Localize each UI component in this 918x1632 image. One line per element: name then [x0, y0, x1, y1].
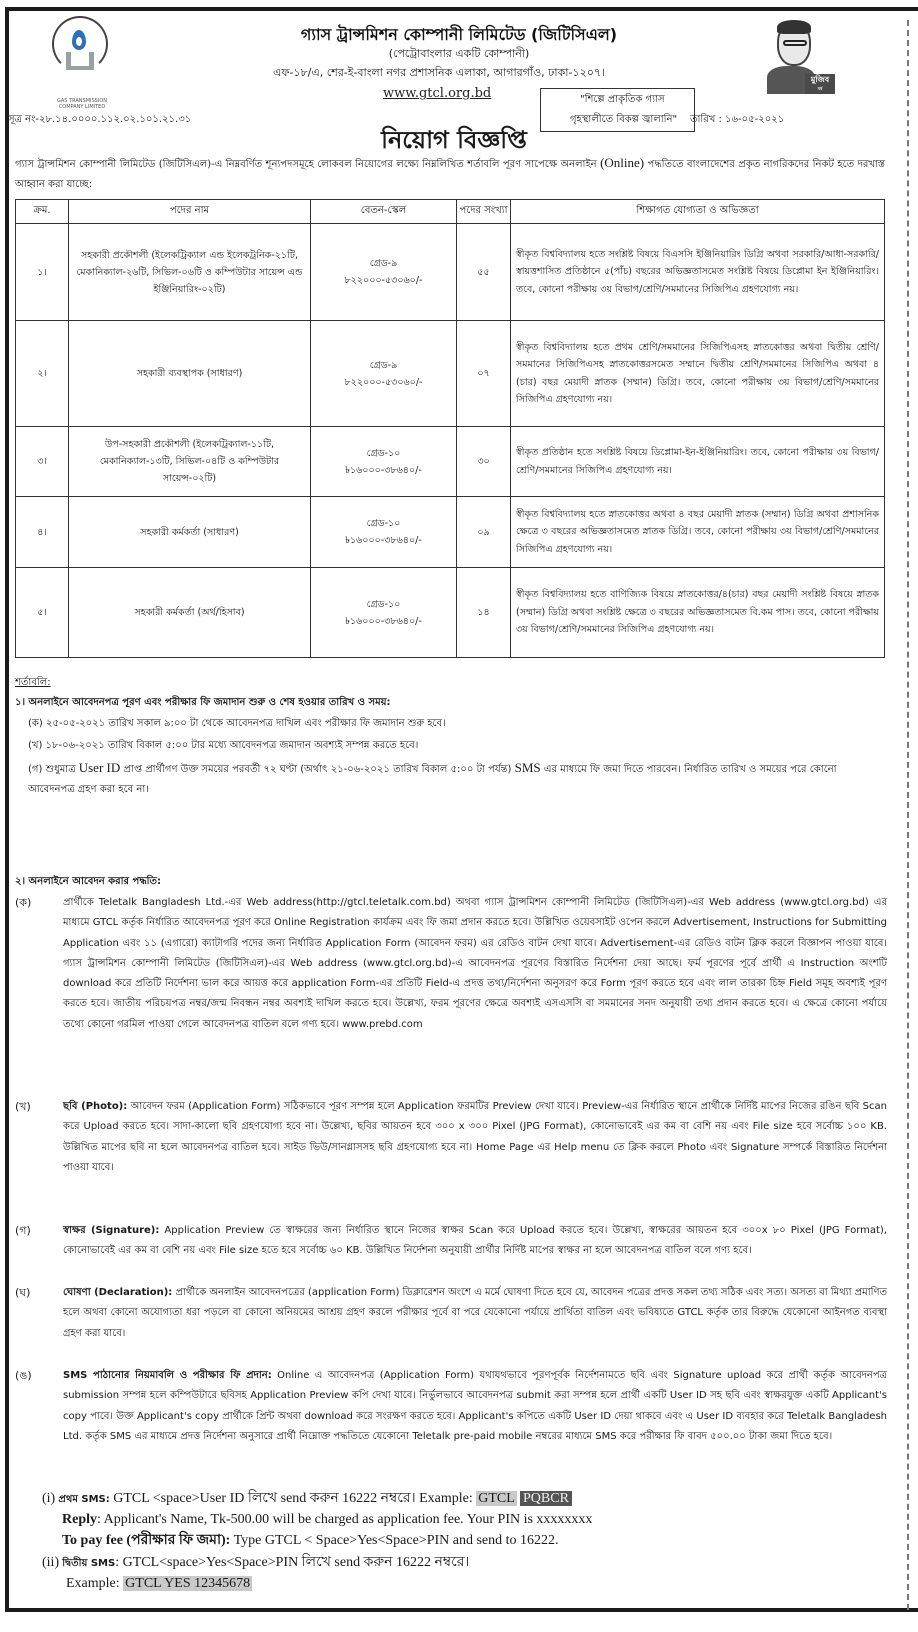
section-2-item-ka: (ক) প্রার্থীকে Teletalk Bangladesh Ltd.-এর Web address(http://gtcl.teletalk.com.bd) অথবা গ্যাস ট্রান্সমিশন কোম্পানী লিমিটেড (জিটিসিএল)-এর Web address (www.gtcl.org.bd) এর মাধ্যমে GTCL কর্তৃক নির্ধারিত আবেদনপত্র পূরণ করে Online Registration কার্যক্রম এবং ফি জমা প্রদান করতে হবে। উল্লিখিত ওয়েবসাইট ওপেন করলে Advertisement, Instructions for Submitting Application এবং ১১ (এগারো) ক্যাটাগরি পদের জন্য নির্ধারিত Application Form (আবেদন ফরম) এর রেডিও বাটন দেখা যাবে। Advertisement-এর রেডিও বাটন ক্লিক করলে বিজ্ঞাপন পাওয়া যাবে। গ্যাস ট্রান্সমিশন কোম্পানী লিমিটেড (জিটিসিএল)-এর Web address (www.gtcl.org.bd)-এ আবেদনপত্র পূরণের বিস্তারিত নির্দেশনা দেয়া আছে। ফর্ম পূরণের পূর্বে প্রার্থী এ Instruction অংশটি download করে প্রতিটি নির্দেশনা ভাল করে আয়ত্ত করে application Form-এর প্রতিটি Field-এ প্রদত্ত তথ্য/নির্দেশনা অনুসরণ করে Form পূরণ করতে হবে এবং লাল তারকা চিহ্ন Field সমূহ অবশ্যই পূরণ করতে হবে। জাতীয় পরিচয়পত্র নম্বর/জন্ম নিবন্ধন নম্বর অবশ্যই দাখিল করতে হবে। উল্লেখ্য, ফরম পূরণের ক্ষেত্রে অবশ্যই এসএসসি বা সমমানের সনদ অনুযায়ী তথ্য প্রদান করতে হবে। এ ক্ষেত্রে কোনো পর্যায়ে তথ্যে কোনো গরমিল পাওয়া গেলে আবেদনপত্র বাতিল বলে গণ্য হবে। www.prebd.com — [15, 896, 887, 1030]
sms-second-example: Example: GTCL YES 12345678 — [66, 1576, 251, 1591]
example-code-userid: PQBCR — [520, 1491, 572, 1506]
section-1-item-kha: (খ) ১৮-০৬-২০২১ তারিখ বিকাল ৫:০০ টার মধ্যে আবেদনপত্র জমাদান অবশ্যই সম্পন্ন করতে হবে। — [28, 740, 419, 751]
logo-caption: GAS TRANSMISSION COMPANY LIMITED — [56, 98, 107, 110]
sms-reply-text: Reply: Applicant's Name, Tk-500.00 will be charged as application fee. Your PIN is xxxxxxxx — [62, 1512, 593, 1527]
pay-scale-cell: গ্রেড-১০ ৳১৬০০০-৩৮৬৪০/- — [311, 427, 457, 497]
mujib-portrait — [755, 18, 833, 96]
post-name-cell: উপ-সহকারী প্রকৌশলী (ইলেকট্রিক্যাল-১১টি, মেকানিক্যাল-১৩টি, সিভিল-০৪টি ও কম্পিউটার সায়েন্স-০২টি) — [69, 427, 311, 497]
example-code-gtcl: GTCL — [478, 1491, 515, 1506]
pay-scale-cell: গ্রেড-৯ ৮২২০০০-৫৩০৬০/- — [311, 321, 457, 427]
post-count-cell: ১৪ — [457, 568, 511, 658]
post-count-cell: ০৭ — [457, 321, 511, 427]
col-serial: ক্রম. — [16, 200, 69, 224]
section-2-title: ২। অনলাইনে আবেদন করার পদ্ধতি: — [15, 876, 162, 887]
post-count-cell: ৩০ — [457, 427, 511, 497]
reference-number: সূত্র নং-২৮.১৪.০০০০.১১২.০২.১০১.২১.৩১ — [8, 114, 192, 125]
col-pay-scale: বেতন-স্কেল — [311, 200, 457, 224]
qualification-cell: স্বীকৃত প্রতিষ্ঠান হতে সংশ্লিষ্ট বিষয়ে ডিপ্লোমা-ইন-ইঞ্জিনিয়ারিং। তবে, কোনো পরীক্ষায় ৩য় বিভাগ/শ্রেণি/সমমানের সিজিপিএ গ্রহণযোগ্য নয়। — [511, 427, 885, 497]
mujib-year-badge: মুজিব বর্ষ — [805, 74, 835, 94]
pay-scale-cell: গ্রেড-৯ ৮২২০০০-৫৩০৬০/- — [311, 224, 457, 321]
section-2-item-umo: (ঙ) SMS পাঠানোর নিয়মাবলি ও পরীক্ষার ফি প্রদান: Online এ আবেদনপত্র (Application Form) যথাযথভাবে পূরণপূর্বক নির্দেশনামতে ছবি এবং Signature upload করে প্রার্থী কর্তৃক আবেদনপত্র submission সম্পন্ন হলে কম্পিউটারে ছবিসহ Application Preview কপি দেখা যাবে। নির্ভুলভাবে আবেদনপত্র submit করা সম্পন্ন হলে প্রার্থী একটি User ID সহ ছবি এবং স্বাক্ষরযুক্ত একটি Applicant's copy পাবে। উক্ত Applicant's copy প্রার্থীকে প্রিন্ট অথবা download করে সংরক্ষণ করতে হবে। Applicant's কপিতে একটি User ID দেয়া থাকবে এবং এ User ID ব্যবহার করে Teletalk Bangladesh Ltd. কর্তৃক SMS এর মাধ্যমে প্রদত্ত নির্দেশনা অনুসারে প্রার্থী নিম্নোক্ত পদ্ধতিতে যেকোনো Teletalk pre-paid mobile নম্বরের মাধ্যমে SMS করে পরীক্ষার ফি বাবদ ৫০০.০০ টাকা জমা দিতে হবে। — [15, 1369, 887, 1442]
sms-pay-fee-text: To pay fee (পরীক্ষার ফি জমা): Type GTCL < Space>Yes<Space>PIN and send to 16222. — [62, 1533, 559, 1548]
sms-second-instruction: (ii) দ্বিতীয় SMS: GTCL<space>Yes<Space>PIN লিখে send করুন 16222 নম্বরে। — [42, 1555, 470, 1570]
organization-name: গ্যাস ট্রান্সমিশন কোম্পানী লিমিটেড (জিটিসিএল) — [300, 25, 618, 44]
col-post-name: পদের নাম — [69, 200, 311, 224]
post-name-cell: সহকারী কর্মকর্তা (অর্থ/হিসাব) — [69, 568, 311, 658]
section-1-item-ka: (ক) ২৫-০৫-২০২১ তারিখ সকাল ৯:০০ টা থেকে আবেদনপত্র দাখিল এবং পরীক্ষার ফি জমাদান শুরু হবে। — [28, 718, 446, 729]
section-2-item-ga: (গ) স্বাক্ষর (Signature): Application Preview তে স্বাক্ষরের জন্য নির্ধারিত স্থানে নিজের স্বাক্ষর Scan করে Upload করতে হবে। উল্লেখ্য, স্বাক্ষরের আয়তন হবে ৩০০x ৮০ Pixel (JPG Format), কোনোভাবেই এর কম বা বেশি নয় এবং File size হতে হবে সর্বোচ্চ ৬০ KB. উল্লিখিত নির্দেশনা অনুযায়ী প্রার্থীর নির্দিষ্ট মাপের স্বাক্ষর না হলে আবেদনপত্র বাতিল বলে গণ্য হবে। — [15, 1224, 888, 1257]
pay-scale-cell: গ্রেড-১০ ৳১৬০০০-৩৮৬৪০/- — [311, 568, 457, 658]
serial-cell: ২। — [16, 321, 69, 427]
example-code-pin: GTCL YES 12345678 — [125, 1576, 251, 1591]
col-qualification: শিক্ষাগত যোগ্যতা ও অভিজ্ঞতা — [511, 200, 885, 224]
notice-date: তারিখ : ১৬-০৫-২০২১ — [690, 114, 785, 125]
post-name-cell: সহকারী প্রকৌশলী (ইলেকট্রিক্যাল এন্ড ইলেকট্রনিক-২১টি, মেকানিক্যাল-২৬টি, সিভিল-০৬টি ও কম্পিউটার সায়েন্স এন্ড ইঞ্জিনিয়ারিং-০২টি) — [69, 224, 311, 321]
serial-cell: ৩। — [16, 427, 69, 497]
section-2-item-gha: (ঘ) ঘোষণা (Declaration): প্রার্থীকে অনলাইন আবেদনপত্রের (application Form) ডিক্লারেশন অংশে এ মর্মে ঘোষণা দিতে হবে যে, আবেদন পত্রের প্রদত্ত সকল তথ্য সঠিক এবং সত্য। অসত্য বা মিথ্যা প্রমাণিত হলে অথবা কোনো অযোগ্যতা ধরা পড়লে বা কোনো অনিয়মের আশ্রয় গ্রহণ করলে পরীক্ষার পূর্বে বা পরে যেকোনো পর্যায়ে প্রার্থিতা বাতিল এবং ভবিষ্যতে GTCL কর্তৃক তার বিরুদ্ধে যেকোনো আইনগত ব্যবস্থা গ্রহণ করা যাবে। — [15, 1286, 888, 1339]
slogan-line-1: "শিল্পে প্রাকৃতিক গ্যাস — [580, 94, 665, 105]
slogan-line-2: গৃহস্থালীতে বিকল্প জ্বালানি" — [570, 114, 678, 125]
qualification-cell: স্বীকৃত বিশ্ববিদ্যালয় হতে স্নাতকোত্তর অথবা ৪ বছর মেয়াদী স্নাতক (সম্মান) ডিগ্রি অথবা প্রশাসনিক ক্ষেত্রে ৩ বছরের অভিজ্ঞতাসমেত স্নাতক ডিগ্রি। তবে, কোনো পরীক্ষায় ৩য় বিভাগ/শ্রেণি/সমমানের সিজিপিএ গ্রহণযোগ্য নয়। — [511, 497, 885, 568]
vacancy-table — [15, 199, 885, 658]
qualification-cell: স্বীকৃত বিশ্ববিদ্যালয় হতে সংশ্লিষ্ট বিষয়ে বিএসসি ইঞ্জিনিয়ারিং ডিগ্রি অথবা সরকারি/আধা-সরকারি/স্বায়ত্তশাসিত প্রতিষ্ঠানে ৫(পাঁচ) বছরের অভিজ্ঞতাসমেত সংশ্লিষ্ট বিষয়ে ডিপ্লোমা ইন ইঞ্জিনিয়ারিং। তবে, কোনো পরীক্ষায় ৩য় বিভাগ/শ্রেণি/সমমানের সিজিপিএ গ্রহণযোগ্য নয়। — [511, 224, 885, 321]
table-header-row — [16, 200, 885, 224]
portrait-hair — [777, 20, 811, 34]
post-count-cell: ৫৫ — [457, 224, 511, 321]
serial-cell: ৫। — [16, 568, 69, 658]
organization-address: এফ-১৮/এ, শের-ই-বাংলা নগর প্রশাসনিক এলাকা, আগারগাঁও, ঢাকা-১২০৭। — [273, 66, 605, 79]
serial-cell: ১। — [16, 224, 69, 321]
qualification-cell: স্বীকৃত বিশ্ববিদ্যালয় হতে বাণিজ্যিক বিষয়ে স্নাতকোত্তর/৪(চার) বছর মেয়াদী সংশ্লিষ্ট বিষয়ে স্নাতক (সম্মান) ডিগ্রি অথবা সংশ্লিষ্ট ক্ষেত্রে ৩ বছরের অভিজ্ঞতাসমেত বি.কম পাস। তবে, কোনো পরীক্ষায় ৩য় বিভাগ/শ্রেণি/সমমানের সিজিপিএ গ্রহণযোগ্য নয়। — [511, 568, 885, 658]
intro-paragraph: গ্যাস ট্রান্সমিশন কোম্পানী লিমিটেড (জিটিসিএল)-এ নিম্নবর্ণিত শূন্যপদসমূহে লোকবল নিয়োগের লক্ষ্যে নিম্নলিখিত শর্তাবলি পূরণ সাপেক্ষে অনলাইন (Online) পদ্ধতিতে বাংলাদেশের প্রকৃত নাগরিকদের নিকট হতে দরখাস্ত আহ্বান করা যাচ্ছে: — [15, 155, 885, 190]
table-row — [16, 568, 885, 658]
website-link[interactable]: www.gtcl.org.bd — [383, 86, 492, 101]
sms-first-instruction: (i) প্রথম SMS: GTCL <space>User ID লিখে send করুন 16222 নম্বরে। Example: GTCL PQBCR — [42, 1489, 842, 1510]
qualification-cell: স্বীকৃত বিশ্ববিদ্যালয় হতে প্রথম শ্রেণি/সমমানের সিজিপিএসহ স্নাতকোত্তর অথবা দ্বিতীয় শ্রেণি/সমমানের সিজিপিএসহ স্নাতকোত্তরসমেত সম্মানে দ্বিতীয় শ্রেণি/সমমানের সিজিপিএ অথবা ৪ (চার) বছর মেয়াদী স্নাতক (সম্মান) ডিগ্রি। তবে, কোনো পরীক্ষায় ৩য় বিভাগ/শ্রেণি/সমমানের সিজিপিএ গ্রহণযোগ্য নয়। — [511, 321, 885, 427]
page-title: নিয়োগ বিজ্ঞপ্তি — [381, 126, 527, 154]
organization-subtitle: (পেট্রোবাংলার একটি কোম্পানী) — [388, 47, 530, 60]
table-row — [16, 497, 885, 568]
post-name-cell: সহকারী কর্মকর্তা (সাধারণ) — [69, 497, 311, 568]
portrait-glasses-icon — [783, 40, 807, 46]
section-1-item-ga: (গ) শুধুমাত্র User ID প্রাপ্ত প্রার্থীগণ উক্ত সময়ের পরবর্তী ৭২ ঘণ্টা (অর্থাৎ ২১-০৬-২০২১ তারিখ বিকাল ৫:০০ টা পর্যন্ত) SMS এর মাধ্যমে ফি জমা দিতে পারবেন। নির্ধারিত তারিখ ও সময়ের পরে কোনো আবেদনপত্র গ্রহণ করা হবে না। — [28, 760, 837, 795]
post-name-cell: সহকারী ব্যবস্থাপক (সাধারণ) — [69, 321, 311, 427]
col-post-count: পদের সংখ্যা — [457, 200, 511, 224]
table-row — [16, 224, 885, 321]
post-count-cell: ০৯ — [457, 497, 511, 568]
serial-cell: ৪। — [16, 497, 69, 568]
pay-scale-cell: গ্রেড-১০ ৳১৬০০০-৩৮৬৪০/- — [311, 497, 457, 568]
scan-edge — [907, 20, 909, 1610]
table-row — [16, 321, 885, 427]
section-2-item-kha: (খ) ছবি (Photo): আবেদন ফরম (Application Form) সঠিকভাবে পূরণ সম্পন্ন হলে Application ফরমটির Preview দেখা যাবে। Preview-এর নির্ধারিত স্থানে প্রার্থীকে নির্দিষ্ট মাপের নিজের রঙিন ছবি Scan করে Upload করতে হবে। সাদা-কালো ছবি গ্রহণযোগ্য হবে না। উল্লেখ্য, ছবির আয়তন হবে ৩০০ x ৩০০ Pixel (JPG Format), কোনোভাবেই এর কম বা বেশি নয় এবং File size হবে সর্বোচ্চ ১০০ KB. উল্লিখিত মাপের ছবি না হলে আবেদনপত্র বাতিল হবে। সাইড ভিউ/সানগ্লাসসহ ছবি গ্রহণযোগ্য হবে না। Home Page এর Help menu তে ক্লিক করলে Photo এবং Signature সম্পর্কে বিস্তারিত নির্দেশনা পাওয়া যাবে। — [15, 1100, 887, 1173]
conditions-heading: শর্তাবলি: — [15, 677, 51, 688]
table-row — [16, 427, 885, 497]
section-1-title: ১। অনলাইনে আবেদনপত্র পূরণ এবং পরীক্ষার ফি জমাদান শুরু ও শেষ হওয়ার তারিখ ও সময়: — [15, 697, 391, 708]
